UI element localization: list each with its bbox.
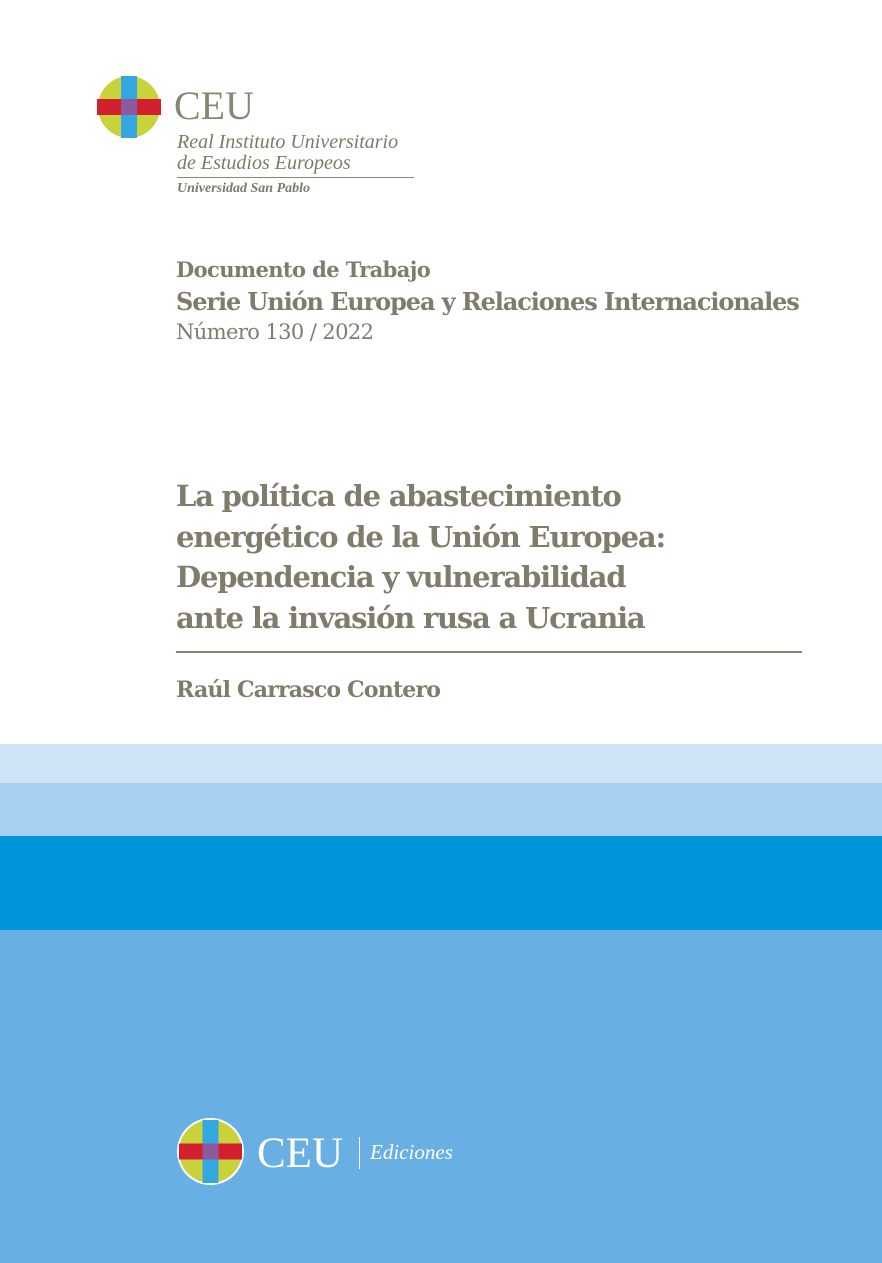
footer-wordmark: CEU	[257, 1130, 343, 1177]
title-line: ante la invasión rusa a Ucrania	[176, 600, 645, 635]
publisher-imprint: Ediciones	[370, 1140, 453, 1164]
band-strong	[0, 836, 882, 930]
institute-name-line1: Real Instituto Universitario	[177, 131, 399, 153]
logo-wordmark: CEU	[174, 83, 254, 128]
title-line: energético de la Unión Europea:	[176, 519, 665, 554]
title-divider	[176, 651, 802, 653]
footer-divider	[359, 1137, 360, 1169]
document-title	[176, 476, 816, 638]
ceu-logo-icon	[97, 75, 161, 139]
ceu-ediciones-logo-icon	[176, 1117, 245, 1186]
issue-number: Número 130 / 2022	[176, 320, 374, 344]
band-base	[0, 930, 882, 1263]
institute-divider	[177, 177, 414, 178]
document-type: Documento de Trabajo	[176, 257, 431, 282]
series-name: Serie Unión Europea y Relaciones Internacionales	[176, 287, 799, 316]
band-lightest	[0, 744, 882, 783]
author-name: Raúl Carrasco Contero	[176, 677, 441, 703]
institute-name-line2: de Estudios Europeos	[177, 152, 351, 174]
university-name: Universidad San Pablo	[177, 181, 311, 196]
title-line: Dependencia y vulnerabilidad	[176, 560, 626, 594]
title-line: La política de abastecimiento	[176, 479, 621, 513]
band-light	[0, 783, 882, 836]
